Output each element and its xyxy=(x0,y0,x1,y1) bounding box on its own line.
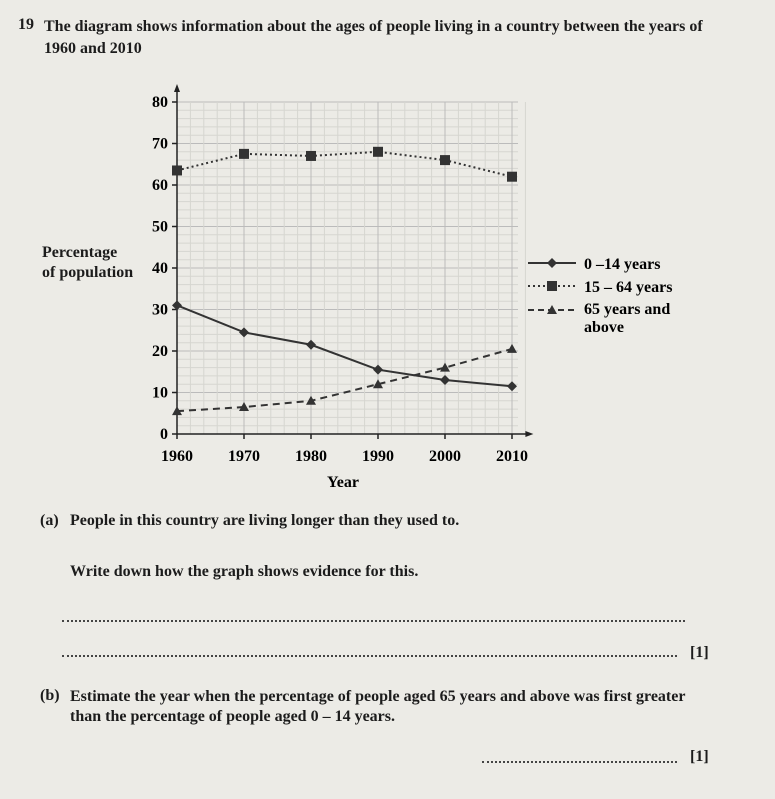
data-point-square xyxy=(239,149,249,159)
x-tick-label: 2000 xyxy=(429,448,461,465)
question-intro: The diagram shows information about the ages of people living in a country between the years of 1960 and 2010 xyxy=(44,18,703,57)
data-point-square xyxy=(440,155,450,165)
data-point-diamond xyxy=(507,381,517,391)
x-tick-label: 1960 xyxy=(161,448,193,465)
legend-label-15-64: 15 – 64 years xyxy=(584,279,673,296)
y-tick-label: 70 xyxy=(152,135,168,153)
x-axis-arrow xyxy=(525,431,533,437)
x-tick-label: 2010 xyxy=(496,448,528,465)
data-point-diamond xyxy=(373,365,383,375)
answer-line-b[interactable] xyxy=(482,761,677,763)
y-tick-label: 30 xyxy=(152,301,168,319)
x-tick-label: 1990 xyxy=(362,448,394,465)
chart-series xyxy=(172,147,517,415)
data-point-diamond xyxy=(239,327,249,337)
question-number: 19 xyxy=(18,16,34,33)
legend-label-0-14: 0 –14 years xyxy=(584,256,661,273)
part-a-mark: [1] xyxy=(690,644,709,661)
answer-line-a1[interactable] xyxy=(62,620,685,622)
part-b-label: (b) xyxy=(40,687,60,704)
part-b-mark: [1] xyxy=(690,748,709,765)
data-point-triangle xyxy=(507,344,517,353)
y-axis-arrow xyxy=(174,84,180,92)
data-point-square xyxy=(507,172,517,182)
data-point-square xyxy=(373,147,383,157)
legend-label-65-above-line1: 65 years and xyxy=(584,301,671,318)
y-tick-label: 50 xyxy=(152,218,168,236)
data-point-square xyxy=(172,165,182,175)
answer-line-a2[interactable] xyxy=(62,655,677,657)
legend-marker-square xyxy=(547,281,557,291)
y-tick-label: 60 xyxy=(152,177,168,194)
legend-marker-diamond xyxy=(547,258,557,268)
data-point-square xyxy=(306,151,316,161)
x-axis-label: Year xyxy=(327,474,359,491)
y-tick-label: 20 xyxy=(152,343,168,360)
data-point-diamond xyxy=(306,340,316,350)
part-a-instruction: Write down how the graph shows evidence for this. xyxy=(70,563,419,580)
chart-legend xyxy=(528,256,672,336)
x-tick-label: 1970 xyxy=(228,448,260,465)
y-axis-label-line1: Percentage xyxy=(42,244,118,261)
data-point-diamond xyxy=(440,375,450,385)
series-line-1 xyxy=(177,152,512,177)
y-tick-label: 10 xyxy=(152,384,168,402)
y-tick-label: 40 xyxy=(152,260,168,277)
chart-grid xyxy=(177,102,525,434)
y-tick-label: 80 xyxy=(152,94,168,111)
part-b-text: Estimate the year when the percentage of people aged 65 years and above was first greater than the percentage of people aged 0 – 14 years. xyxy=(70,688,686,725)
y-tick-label: 0 xyxy=(160,426,168,443)
legend-label-65-above-line2: above xyxy=(584,319,624,336)
x-tick-label: 1980 xyxy=(295,448,327,465)
y-axis-label-line2: of population xyxy=(42,264,134,281)
part-a-label: (a) xyxy=(40,512,59,529)
part-a-text: People in this country are living longer than they used to. xyxy=(70,512,460,529)
